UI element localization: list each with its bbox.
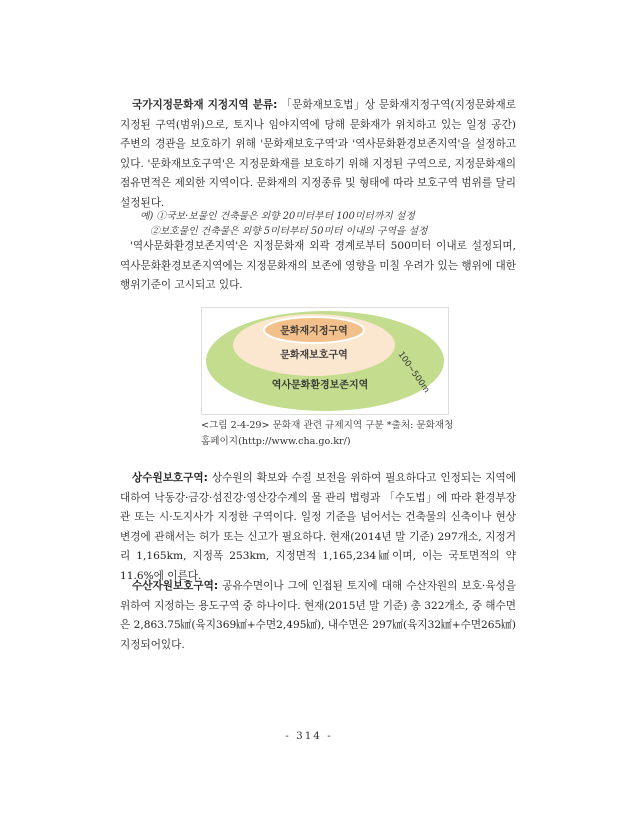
caption-line-1: <그림 2-4-29> 문화재 관련 규제지역 구분 *출처: 문화재청 xyxy=(201,420,454,431)
zone-diagram-svg xyxy=(202,308,448,414)
inner-zone-label: 문화재지정구역 xyxy=(280,326,348,337)
caption-line-2: 홈페이지(http://www.cha.go.kr/) xyxy=(201,436,351,447)
paragraph-cultural-heritage xyxy=(120,96,516,214)
body-water-source: 상수원의 확보와 수질 보전을 위하여 필요하다고 인정되는 지역에 대하여 낙동강·금강·섬진강·영산강수계의 물 관리 법령과 「수도법」에 따라 환경부장관 또는 시·도지사가 지정한 구역이다. 일정 기준을 넘어서는 건축물의 신축이나 현상변경에 관해서는 허가 또는 신고가 필요하다. 현재(2014년 말 기준) 297개소, 지정거리 1,165km, 지정폭 253km, 지정면적 1,165,234㎢이며, 이는 국토면적의 약 11.6%에 이른다. xyxy=(120,472,516,582)
outer-zone-label: 역사문화환경보존지역 xyxy=(271,380,369,391)
figure-caption xyxy=(201,418,471,450)
example-line-1: 예) ①국보·보물인 건축물은 외향 20미터부터 100미터까지 설정 xyxy=(140,211,415,222)
page-number: - 314 - xyxy=(285,730,333,742)
heritage-zone-diagram xyxy=(201,307,449,415)
paragraph-fishery-resources xyxy=(120,577,516,655)
paragraph-historic-environment xyxy=(120,237,516,296)
middle-zone-label: 문화재보호구역 xyxy=(280,350,348,361)
paragraph-water-source xyxy=(120,469,516,587)
distance-label: 100~500m xyxy=(395,349,432,395)
heading-fishery-resources: 수산자원보호구역: xyxy=(132,580,219,592)
heading-water-source: 상수원보호구역: xyxy=(132,472,208,484)
example-line-2: ②보호물인 건축물은 외향 5미터부터 50미터 이내의 구역을 설정 xyxy=(150,226,428,237)
heading-cultural-heritage: 국가지정문화재 지정지역 분류: xyxy=(132,99,278,111)
body-historic-environment: '역사문화환경보존지역'은 지정문화재 외곽 경계로부터 500미터 이내로 설정되며, 역사문화환경보존지역에는 지정문화재의 보존에 영향을 미칠 우려가 있는 행위에 대한 행위기준이 고시되고 있다. xyxy=(120,240,516,292)
body-fishery-resources: 공유수면이나 그에 인접된 토지에 대해 수산자원의 보호·육성을 위하여 지정하는 용도구역 중 하나이다. 현재(2015년 말 기준) 총 322개소, 중 해수면은 2,863.75㎢(육지369㎢+수면2,495㎢), 내수면은 297㎢(육지32㎢+수면265㎢) 지정되어있다. xyxy=(120,580,516,651)
body-cultural-heritage: 「문화재보호법」상 문화재지정구역(지정문화재로 지정된 구역(범위)으로, 토지나 임야지역에 당해 문화재가 위치하고 있는 일정 공간) 주변의 경관을 보호하기 위해 '문화재보호구역'과 '역사문화환경보존지역'을 설정하고 있다. '문화재보호구역'은 지정문화재를 보호하기 위해 지정된 구역으로, 지정문화재의 점유면적은 제외한 지역이다. 문화재의 지정종류 및 형태에 따라 보호구역 범위를 달리 설정된다. xyxy=(120,99,516,209)
